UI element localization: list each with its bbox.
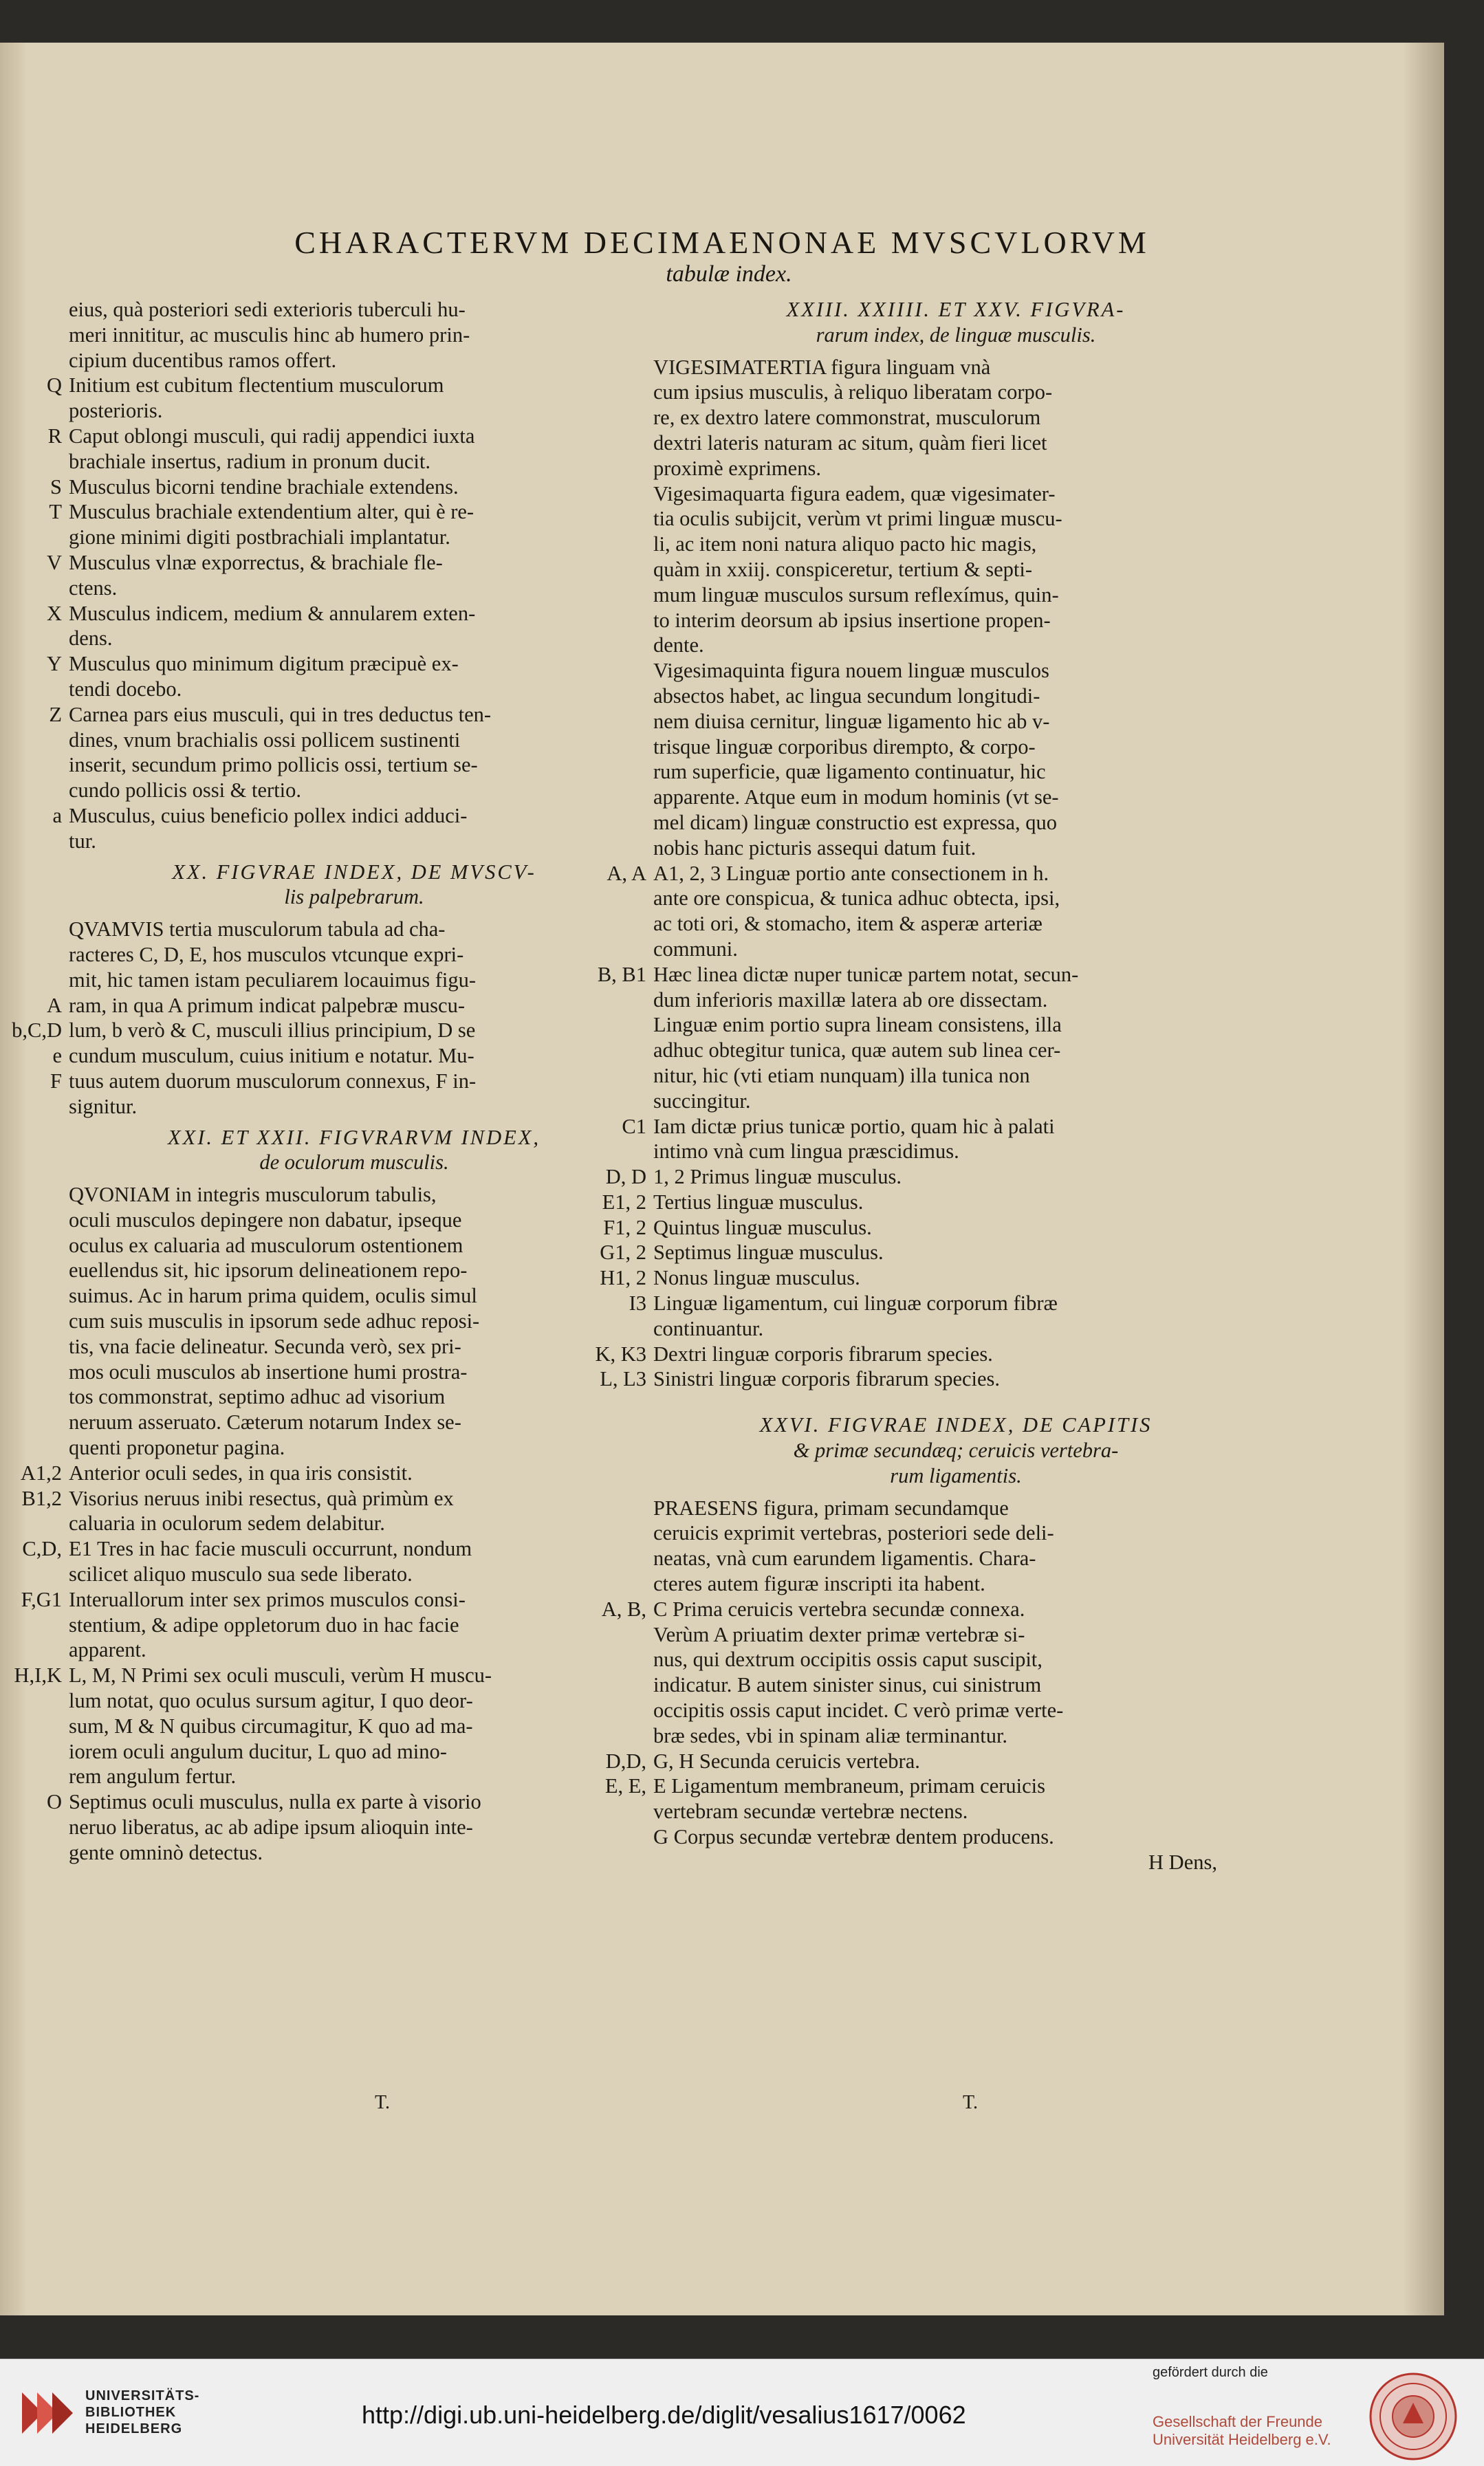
entry-label: S bbox=[50, 474, 62, 499]
entry-line: cteres autem figuræ inscripti ita habent. bbox=[653, 1572, 985, 1596]
entry-line: Interuallorum inter sex primos musculos consi- bbox=[69, 1587, 466, 1611]
entry-line: Carnea pars eius musculi, qui in tres deductus ten- bbox=[69, 702, 492, 726]
entry-line: mit, hic tamen istam peculiarem locauimus figu- bbox=[69, 968, 477, 992]
entry-label: A1,2 bbox=[20, 1461, 62, 1485]
entry-line: Visorius neruus inibi resectus, quà primùm ex bbox=[69, 1486, 454, 1510]
entry-line: gione minimi digiti postbrachiali implantatur. bbox=[69, 525, 450, 549]
entry-line: ante ore conspicua, & tunica adhuc obtecta, ipsi, bbox=[653, 886, 1060, 910]
entry-line: tur. bbox=[69, 829, 96, 853]
entry-line: tuus autem duorum musculorum connexus, F in- bbox=[69, 1069, 477, 1093]
entry-line: dum inferioris maxillæ latera ab ore dissectam. bbox=[653, 988, 1048, 1012]
entry-line: eius, quà posteriori sedi exterioris tuberculi hu- bbox=[69, 298, 466, 321]
index-entry bbox=[601, 1597, 1258, 1749]
entry-line: succingitur. bbox=[653, 1089, 751, 1113]
right-entries-26 bbox=[601, 1496, 1258, 1850]
entry-line: C Prima ceruicis vertebra secundæ connexa. bbox=[653, 1597, 1025, 1621]
entry-line: absectos habet, ac lingua secundum longitudi- bbox=[653, 684, 1040, 708]
entry-label: L, L3 bbox=[600, 1367, 646, 1391]
index-entry bbox=[46, 550, 640, 601]
society-name-line1: Gesellschaft der Freunde bbox=[1153, 2413, 1323, 2430]
entry-line: A1, 2, 3 Linguæ portio ante consectionem in h. bbox=[653, 861, 1049, 885]
entry-label: Q bbox=[46, 373, 62, 397]
entry-line: brachiale insertus, radium in pronum ducit. bbox=[69, 449, 430, 473]
entry-line: re, ex dextro latere commonstrat, musculorum bbox=[653, 406, 1041, 430]
left-entries-21-22 bbox=[14, 1182, 640, 1866]
entry-line: Linguæ enim portio supra lineam consistens, illa bbox=[653, 1013, 1062, 1037]
entry-line: apparente. Atque eum in modum hominis (vt se- bbox=[653, 785, 1059, 809]
entry-line: L, M, N Primi sex oculi musculi, verùm H muscu- bbox=[69, 1663, 492, 1688]
entry-line: QVAMVIS tertia musculorum tabula ad cha- bbox=[69, 917, 446, 941]
entry-line: ac toti ori, & stomacho, item & asperæ arteriæ bbox=[653, 912, 1043, 936]
entry-label: O bbox=[46, 1790, 62, 1814]
index-entry bbox=[46, 601, 640, 652]
entry-label: a bbox=[52, 803, 62, 827]
entry-line: dens. bbox=[69, 626, 113, 651]
entry-line: Sinistri linguæ corporis fibrarum species. bbox=[653, 1367, 1001, 1391]
entry-line: 1, 2 Primus linguæ musculus. bbox=[653, 1165, 902, 1189]
entry-label: F1, 2 bbox=[603, 1215, 646, 1239]
heading-figure-23-25: XXIII. XXIIII. ET XXV. FIGVRA- bbox=[786, 298, 1126, 321]
entry-line: Musculus, cuius beneficio pollex indici adduci- bbox=[69, 803, 468, 827]
entry-line: tendi docebo. bbox=[69, 677, 182, 701]
entry-line: Nonus linguæ musculus. bbox=[653, 1266, 860, 1290]
index-entry bbox=[22, 1536, 640, 1587]
entry-line: Initium est cubitum flectentium musculorum bbox=[69, 373, 444, 397]
entry-line: E Ligamentum membraneum, primam ceruicis bbox=[653, 1774, 1045, 1798]
catchword: H Dens, bbox=[1148, 1850, 1217, 1874]
entry-line: nobis hanc picturis assequi datum fuit. bbox=[653, 836, 976, 860]
index-entry bbox=[607, 861, 1258, 962]
entry-line: oculus ex caluaria ad musculorum ostentionem bbox=[69, 1233, 463, 1257]
index-entry bbox=[46, 651, 640, 702]
entry-line: indicatur. B autem sinister sinus, cui sinistrum bbox=[653, 1673, 1042, 1697]
entry-line: intimo vnà cum lingua præscidimus. bbox=[653, 1139, 959, 1164]
entry-line: PRAESENS figura, primam secundamque bbox=[653, 1496, 1009, 1520]
entry-line: mel dicam) linguæ constructio est expressa, quo bbox=[653, 810, 1057, 834]
entry-line: Musculus brachiale extendentium alter, qui è re- bbox=[69, 500, 474, 524]
entry-line: vertebram secundæ vertebræ nectens. bbox=[653, 1800, 968, 1824]
entry-line: ctens. bbox=[69, 576, 118, 600]
entry-line: Vigesimaquarta figura eadem, quæ vigesimater- bbox=[653, 481, 1056, 505]
entry-line: E1 Tres in hac facie musculi occurrunt, nondum bbox=[69, 1537, 472, 1561]
footer-bar bbox=[0, 2359, 1484, 2466]
heading-figure-26-sub: & primæ secundæq; ceruicis vertebra- bbox=[793, 1439, 1119, 1463]
page-subtitle: tabulæ index. bbox=[666, 261, 792, 287]
index-entry bbox=[50, 1069, 640, 1120]
entry-line: neatas, vnà cum earundem ligamentis. Chara- bbox=[653, 1547, 1036, 1571]
entry-line: nem diuisa cernitur, linguæ ligamento hic ab v- bbox=[653, 709, 1050, 733]
index-entry bbox=[604, 1774, 1258, 1849]
entry-line: tia oculis subijcit, verùm vt primi linguæ muscu- bbox=[653, 507, 1062, 531]
entry-line: cundo pollicis ossi & tertio. bbox=[69, 778, 302, 803]
index-entry bbox=[622, 1114, 1258, 1165]
right-column bbox=[595, 297, 1258, 1875]
entry-line: lum, b verò & C, musculi illius principium, D se bbox=[69, 1018, 476, 1043]
heading-figure-21-22-sub: de oculorum musculis. bbox=[259, 1150, 449, 1175]
entry-line: racteres C, D, E, hos musculos vtcunque expri- bbox=[69, 942, 464, 966]
entry-line: ram, in qua A primum indicat palpebræ muscu- bbox=[69, 993, 466, 1017]
entry-label: F,G1 bbox=[21, 1587, 62, 1611]
entry-line: tis, vna facie delineatur. Secunda verò, sex pri- bbox=[69, 1334, 461, 1358]
signature-mark-right: T. bbox=[963, 2092, 979, 2113]
heading-figure-23-25-sub: rarum index, de linguæ musculis. bbox=[816, 323, 1096, 347]
entry-line: continuantur. bbox=[653, 1316, 764, 1340]
entry-label: H,I,K bbox=[14, 1663, 62, 1688]
index-entry bbox=[46, 993, 640, 1018]
entry-label: T bbox=[49, 500, 62, 524]
entry-line: meri innititur, ac musculis hinc ab humero prin- bbox=[69, 323, 470, 347]
entry-line: neruum asseruato. Cæterum notarum Index se- bbox=[69, 1410, 461, 1434]
index-entry bbox=[46, 373, 640, 424]
heading-figure-20-sub: lis palpebrarum. bbox=[284, 885, 424, 909]
index-entry bbox=[603, 1215, 1258, 1241]
index-entry bbox=[653, 355, 1258, 861]
index-entry bbox=[14, 1663, 640, 1789]
entry-label: I3 bbox=[629, 1291, 646, 1316]
index-entry bbox=[605, 1164, 1258, 1190]
index-entry bbox=[605, 1749, 1258, 1774]
entry-line: G Corpus secundæ vertebræ dentem producens. bbox=[653, 1825, 1054, 1849]
index-entry bbox=[600, 1366, 1258, 1392]
index-entry bbox=[600, 1240, 1258, 1265]
entry-line: Verùm A priuatim dexter primæ vertebræ si- bbox=[653, 1622, 1025, 1646]
index-entry bbox=[600, 1265, 1258, 1291]
entry-line: dextri lateris naturam ac situm, quàm fieri licet bbox=[653, 430, 1047, 455]
left-entries-20 bbox=[12, 917, 640, 1119]
index-entry bbox=[602, 1190, 1258, 1215]
entry-line: neruo liberatus, ac ab adipe ipsum alioquin inte- bbox=[69, 1815, 473, 1840]
entry-line: oculi musculos depingere non dabatur, ipseque bbox=[69, 1208, 462, 1232]
entry-line: Musculus quo minimum digitum præcipuè ex- bbox=[69, 652, 459, 676]
entry-line: lum notat, quo oculus sursum agitur, I quo deor- bbox=[69, 1689, 473, 1713]
funded-by-label: gefördert durch die bbox=[1153, 2365, 1268, 2380]
entry-line: proximè exprimens. bbox=[653, 456, 821, 480]
entry-line: Vigesimaquinta figura nouem linguæ musculos bbox=[653, 659, 1049, 683]
entry-label: B1,2 bbox=[21, 1486, 62, 1510]
index-entry bbox=[52, 803, 640, 854]
entry-line: Anterior oculi sedes, in qua iris consistit. bbox=[69, 1461, 413, 1485]
index-entry bbox=[653, 1496, 1258, 1597]
entry-line: dines, vnum brachialis ossi pollicem sustinenti bbox=[69, 728, 461, 752]
entry-line: dente. bbox=[653, 633, 704, 657]
entry-line: mum linguæ musculos sursum reflexímus, quin- bbox=[653, 582, 1059, 607]
entry-label: D, D bbox=[605, 1165, 646, 1189]
entry-label: e bbox=[52, 1044, 62, 1068]
left-column bbox=[12, 297, 640, 1866]
index-entry bbox=[46, 1789, 640, 1865]
entry-line: li, ac item noni natura aliquo pacto hic magis, bbox=[653, 532, 1037, 556]
entry-line: Septimus oculi musculus, nulla ex parte à visorio bbox=[69, 1790, 481, 1814]
entry-label: C,D, bbox=[22, 1537, 62, 1561]
entry-line: Septimus linguæ musculus. bbox=[653, 1241, 884, 1265]
entry-label: G1, 2 bbox=[600, 1241, 646, 1265]
index-entry bbox=[20, 1461, 640, 1486]
signature-mark-left: T. bbox=[375, 2092, 391, 2113]
heading-figure-26-sub2: rum ligamentis. bbox=[890, 1463, 1022, 1487]
entry-line: cum suis musculis in ipsorum sede adhuc reposi- bbox=[69, 1309, 480, 1333]
library-name-line2: BIBLIOTHEK bbox=[85, 2405, 177, 2420]
entry-line: sum, M & N quibus circumagitur, K quo ad ma- bbox=[69, 1714, 473, 1738]
entry-label: B, B1 bbox=[597, 962, 646, 986]
heading-figure-20: XX. FIGVRAE INDEX, DE MVSCV- bbox=[172, 860, 536, 884]
page-title: CHARACTERVM DECIMAENONAE MVSCVLORVM bbox=[294, 225, 1150, 260]
index-entry bbox=[21, 1587, 640, 1663]
entry-label: Z bbox=[49, 702, 62, 726]
entry-line: tos commonstrat, septimo adhuc ad visorium bbox=[69, 1385, 446, 1409]
entry-line: Musculus indicem, medium & annularem exten- bbox=[69, 601, 476, 625]
entry-line: gente omninò detectus. bbox=[69, 1840, 263, 1864]
entry-line: nitur, hic (vti etiam nunquam) illa tunica non bbox=[653, 1063, 1030, 1087]
entry-line: quàm in xxiij. conspiceretur, tertium & septi- bbox=[653, 557, 1033, 581]
entry-label: C1 bbox=[622, 1114, 646, 1138]
university-seal-icon[interactable] bbox=[1368, 2372, 1458, 2461]
left-entries-19 bbox=[46, 297, 640, 854]
entry-line: G, H Secunda ceruicis vertebra. bbox=[653, 1749, 920, 1773]
index-entry bbox=[12, 1018, 640, 1043]
entry-line: trisque linguæ corporibus dirempto, & corpo- bbox=[653, 734, 1036, 759]
entry-line: Tertius linguæ musculus. bbox=[653, 1190, 864, 1214]
entry-line: rum superficie, quæ ligamento continuatur, hic bbox=[653, 760, 1046, 784]
entry-line: scilicet aliquo musculo sua sede liberato. bbox=[69, 1562, 413, 1586]
entry-label: E1, 2 bbox=[602, 1190, 646, 1214]
entry-line: Iam dictæ prius tunicæ portio, quam hic à palati bbox=[653, 1114, 1055, 1138]
entry-line: rem angulum fertur. bbox=[69, 1765, 237, 1789]
index-entry bbox=[595, 1342, 1258, 1367]
index-entry bbox=[69, 297, 640, 373]
entry-line: suimus. Ac in harum prima quidem, oculis simul bbox=[69, 1284, 477, 1308]
entry-line: caluaria in oculorum sedem delabitur. bbox=[69, 1512, 385, 1536]
entry-line: apparent. bbox=[69, 1638, 146, 1662]
entry-line: Caput oblongi musculi, qui radij appendici iuxta bbox=[69, 424, 475, 448]
entry-label: A, A bbox=[607, 861, 646, 885]
entry-label: V bbox=[46, 550, 62, 574]
entry-line: Musculus vlnæ exporrectus, & brachiale fle- bbox=[69, 550, 443, 574]
entry-line: occipitis ossis caput incidet. C verò primæ verte- bbox=[653, 1699, 1064, 1723]
entry-line: inserit, secundum primo pollicis ossi, tertium se- bbox=[69, 753, 478, 777]
society-name-line2: Universität Heidelberg e.V. bbox=[1153, 2431, 1331, 2448]
entry-line: adhuc obtegitur tunica, quæ autem sub linea cer- bbox=[653, 1038, 1061, 1062]
index-entry bbox=[69, 1182, 640, 1461]
entry-line: cum ipsius musculis, à reliquo liberatam corpo- bbox=[653, 380, 1053, 404]
index-entry bbox=[50, 474, 640, 500]
right-entries-23-25 bbox=[595, 355, 1258, 1393]
entry-line: QVONIAM in integris musculorum tabulis, bbox=[69, 1183, 437, 1207]
entry-label: b,C,D bbox=[12, 1018, 62, 1043]
entry-label: K, K3 bbox=[595, 1342, 646, 1366]
entry-line: Quintus linguæ musculus. bbox=[653, 1215, 872, 1239]
index-entry bbox=[21, 1486, 640, 1537]
heading-figure-26: XXVI. FIGVRAE INDEX, DE CAPITIS bbox=[759, 1413, 1153, 1437]
entry-line: Hæc linea dictæ nuper tunicæ partem notat, secun- bbox=[653, 962, 1079, 986]
entry-label: X bbox=[46, 601, 62, 625]
entry-label: E, E, bbox=[604, 1774, 646, 1798]
entry-label: F bbox=[50, 1069, 62, 1093]
entry-line: to interim deorsum ab ipsius insertione propen- bbox=[653, 608, 1051, 632]
entry-line: Linguæ ligamentum, cui linguæ corporum fibræ bbox=[653, 1291, 1058, 1316]
index-entry bbox=[49, 702, 640, 803]
entry-line: cundum musculum, cuius initium e notatur. Mu- bbox=[69, 1044, 474, 1068]
entry-line: signitur. bbox=[69, 1094, 138, 1118]
permalink-url[interactable]: http://digi.ub.uni-heidelberg.de/diglit/vesalius1617/0062 bbox=[362, 2401, 966, 2429]
entry-line: posterioris. bbox=[69, 399, 163, 423]
entry-label: Y bbox=[46, 652, 62, 676]
entry-label: D,D, bbox=[605, 1749, 646, 1773]
entry-line: Musculus bicorni tendine brachiale extendens. bbox=[69, 474, 459, 499]
book-page bbox=[0, 43, 1444, 2315]
entry-line: cipium ducentibus ramos offert. bbox=[69, 348, 337, 372]
index-entry bbox=[597, 962, 1258, 1114]
entry-label: A, B, bbox=[601, 1597, 646, 1621]
heading-figure-21-22: XXI. ET XXII. FIGVRARVM INDEX, bbox=[167, 1125, 541, 1149]
index-entry bbox=[49, 499, 640, 550]
entry-line: euellendus sit, hic ipsorum delineationem repo- bbox=[69, 1258, 468, 1283]
entry-line: Dextri linguæ corporis fibrarum species. bbox=[653, 1342, 993, 1366]
entry-line: quenti proponetur pagina. bbox=[69, 1436, 285, 1460]
library-logo-icon[interactable] bbox=[15, 2379, 84, 2447]
index-entry bbox=[47, 424, 640, 474]
entry-line: communi. bbox=[653, 937, 738, 961]
library-name-line1: UNIVERSITÄTS- bbox=[85, 2388, 200, 2403]
entry-line: mos oculi musculos ab insertione humi prostra- bbox=[69, 1360, 468, 1384]
entry-label: A bbox=[46, 993, 62, 1017]
library-name-line3: HEIDELBERG bbox=[85, 2421, 183, 2436]
entry-label: R bbox=[47, 424, 62, 448]
entry-line: VIGESIMATERTIA figura linguam vnà bbox=[653, 355, 991, 379]
index-entry bbox=[52, 1043, 640, 1069]
entry-line: bræ sedes, vbi in spinam aliæ terminantur. bbox=[653, 1723, 1008, 1747]
entry-label: H1, 2 bbox=[600, 1266, 646, 1290]
index-entry bbox=[629, 1291, 1258, 1342]
entry-line: nus, qui dextrum occipitis ossis caput suscipit, bbox=[653, 1648, 1043, 1672]
index-entry bbox=[69, 917, 640, 992]
entry-line: ceruicis exprimit vertebras, posteriori sede deli- bbox=[653, 1521, 1054, 1545]
entry-line: iorem oculi angulum ducitur, L quo ad mino- bbox=[69, 1739, 447, 1763]
entry-line: stentium, & adipe oppletorum duo in hac facie bbox=[69, 1613, 459, 1637]
